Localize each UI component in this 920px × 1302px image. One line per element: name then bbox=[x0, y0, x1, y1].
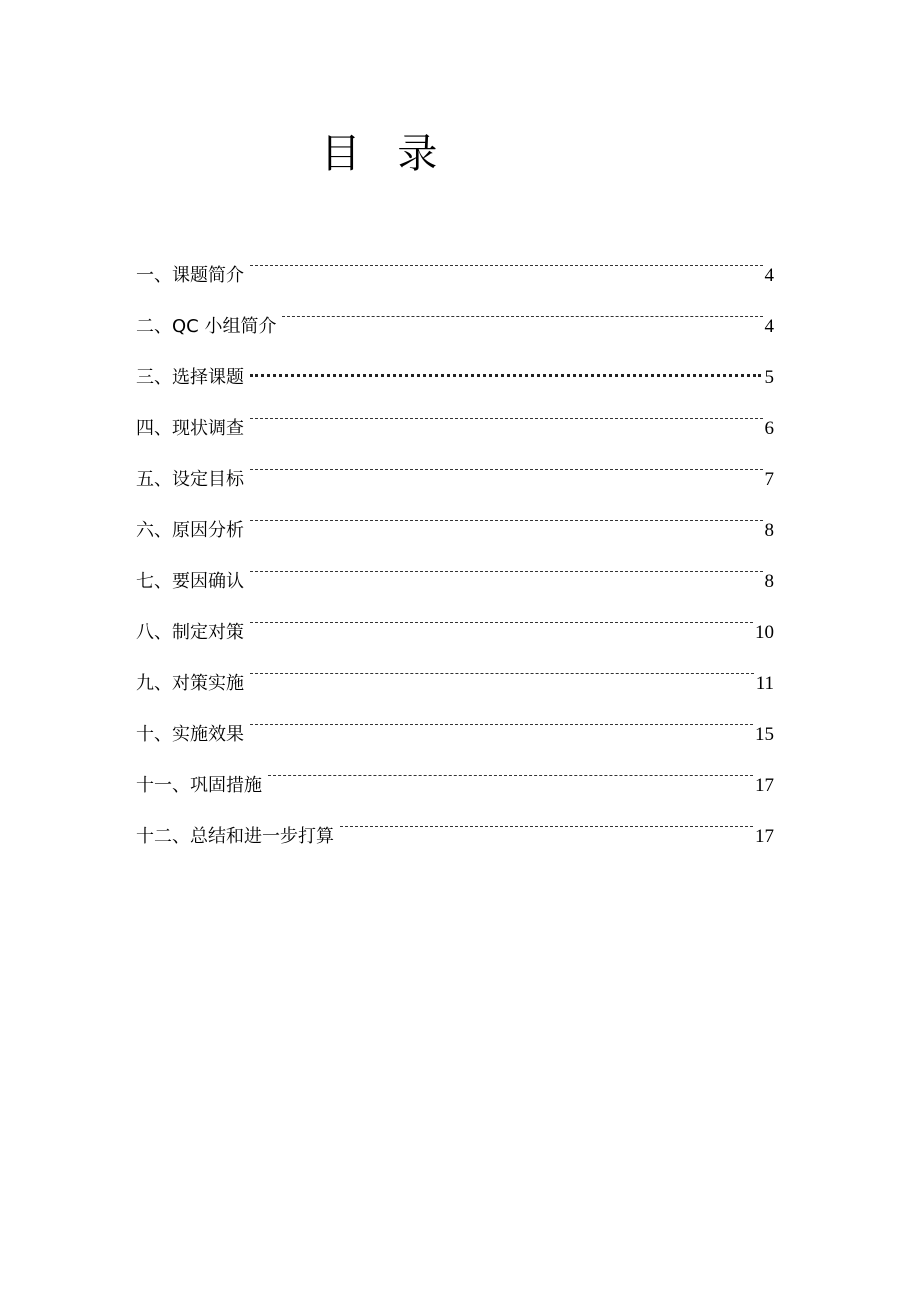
toc-entry-page: 11 bbox=[755, 673, 774, 694]
toc-leader-dashes bbox=[250, 502, 763, 536]
toc-leader-dashes bbox=[282, 298, 762, 332]
toc-leader-dashes bbox=[268, 757, 753, 791]
toc-entry-page: 7 bbox=[764, 469, 774, 490]
toc-entry[interactable] bbox=[136, 706, 774, 757]
toc-leader-dashes bbox=[250, 604, 753, 638]
toc-entry-page: 17 bbox=[755, 826, 774, 847]
toc-entry[interactable] bbox=[136, 808, 774, 859]
toc-entry[interactable] bbox=[136, 298, 774, 349]
toc-leader-dashes bbox=[340, 808, 753, 842]
toc-entry-label: 二、QC 小组简介 bbox=[136, 316, 277, 337]
toc-entry-page: 15 bbox=[755, 724, 774, 745]
toc-entry[interactable] bbox=[136, 247, 774, 298]
toc-leader-dashes bbox=[250, 706, 753, 740]
toc-entry[interactable] bbox=[136, 349, 774, 400]
toc-entry-page: 8 bbox=[764, 571, 774, 592]
toc-entry-label: 一、课题简介 bbox=[136, 265, 244, 286]
toc-leader-dashes bbox=[250, 553, 763, 587]
toc-entry-label: 三、选择课题 bbox=[136, 367, 244, 388]
table-of-contents bbox=[136, 247, 774, 859]
toc-entry[interactable] bbox=[136, 451, 774, 502]
toc-entry-page: 8 bbox=[764, 520, 774, 541]
toc-entry-page: 5 bbox=[764, 367, 774, 388]
toc-entry[interactable] bbox=[136, 400, 774, 451]
toc-entry[interactable] bbox=[136, 655, 774, 706]
toc-leader-dashes bbox=[250, 400, 763, 434]
toc-entry-label: 十一、巩固措施 bbox=[136, 775, 262, 796]
toc-entry-label: 四、现状调查 bbox=[136, 418, 244, 439]
toc-entry[interactable] bbox=[136, 553, 774, 604]
toc-entry[interactable] bbox=[136, 502, 774, 553]
toc-entry[interactable] bbox=[136, 604, 774, 655]
toc-entry-page: 4 bbox=[764, 265, 774, 286]
toc-entry-label: 五、设定目标 bbox=[136, 469, 244, 490]
toc-entry-page: 4 bbox=[764, 316, 774, 337]
toc-leader-dashes bbox=[250, 655, 754, 689]
toc-entry-page: 17 bbox=[755, 775, 774, 796]
toc-entry-label: 六、原因分析 bbox=[136, 520, 244, 541]
toc-entry-label: 七、要因确认 bbox=[136, 571, 244, 592]
toc-leader-dots bbox=[250, 349, 763, 383]
toc-title: 目 录 bbox=[320, 131, 450, 177]
toc-entry-page: 10 bbox=[755, 622, 774, 643]
toc-entry-label: 十二、总结和进一步打算 bbox=[136, 826, 334, 847]
toc-entry-label: 九、对策实施 bbox=[136, 673, 244, 694]
toc-entry[interactable] bbox=[136, 757, 774, 808]
toc-leader-dashes bbox=[250, 451, 763, 485]
toc-entry-label: 十、实施效果 bbox=[136, 724, 244, 745]
toc-entry-label: 八、制定对策 bbox=[136, 622, 244, 643]
toc-entry-page: 6 bbox=[764, 418, 774, 439]
toc-leader-dashes bbox=[250, 247, 763, 281]
